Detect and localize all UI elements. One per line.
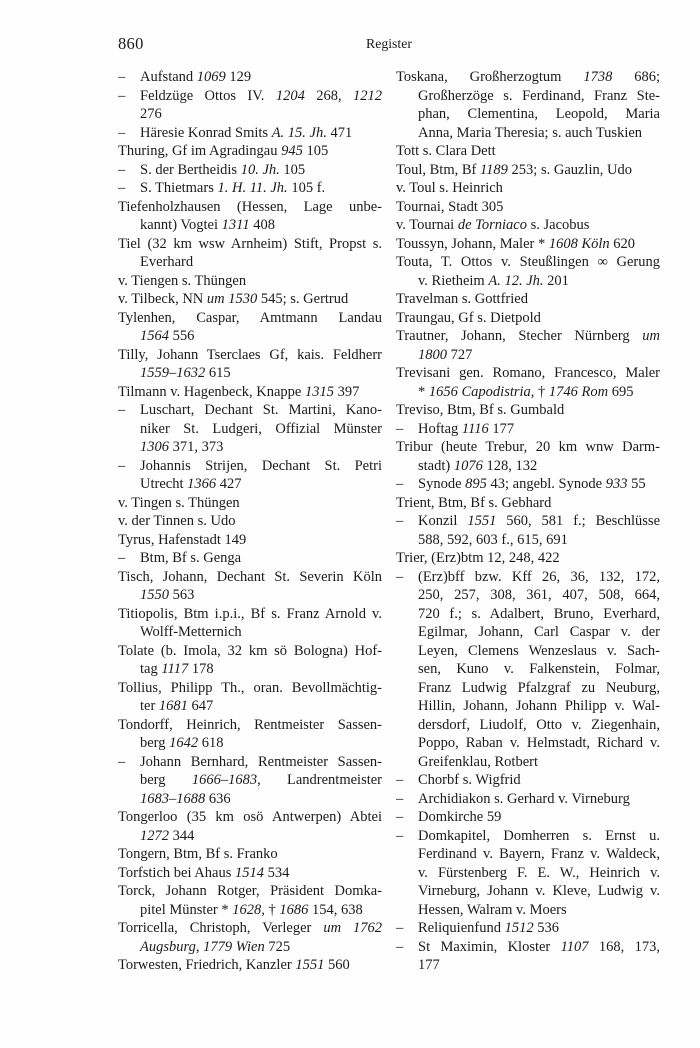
entry-line: 588, 592, 603 f., 615, 691	[418, 531, 568, 548]
italic-date: 1514	[234, 864, 264, 881]
dash-marker: –	[396, 809, 404, 825]
entry-line: Hillin, Johann, Johann Philipp v. Wal-	[418, 698, 660, 714]
italic-date: 945	[281, 143, 303, 159]
italic-date: 1550	[140, 587, 169, 603]
italic-date: de Torniaco	[457, 217, 527, 233]
entry-line: Torck, Johann Rotger, Präsident Domka-	[118, 883, 382, 899]
index-entry	[118, 401, 382, 457]
index-entry	[396, 198, 660, 217]
entry-line: Touta, T. Ottos v. Steußlingen ∞ Gerung	[396, 254, 660, 270]
index-entry	[118, 87, 382, 124]
index-entry	[118, 383, 382, 402]
dash-marker: –	[396, 790, 404, 807]
italic-date: 933	[605, 476, 628, 492]
index-entry	[118, 235, 382, 272]
entry-line: Trevisani gen. Romano, Francesco, Maler	[396, 365, 660, 381]
left-column	[118, 68, 382, 975]
index-entry	[396, 549, 660, 568]
index-entry	[118, 290, 382, 309]
entry-line: Tribur (heute Trebur, 20 km wnw Darm-	[396, 439, 660, 455]
italic-date: 1212	[353, 87, 382, 104]
italic-date: 1559–1632	[140, 365, 206, 381]
entry-line: berg 1666–1683, Landrentmeister	[140, 772, 382, 788]
entry-line: Toul, Btm, Bf 1189 253; s. Gauzlin, Udo	[396, 161, 632, 178]
entry-line: 1550 563	[140, 587, 195, 603]
entry-line: Trient, Btm, Bf s. Gebhard	[396, 494, 552, 511]
dash-marker: –	[396, 938, 404, 955]
dash-marker: –	[118, 402, 126, 418]
index-entry	[118, 642, 382, 679]
italic-date: 1366	[187, 476, 217, 492]
entry-line: Tongerloo (35 km osö Antwerpen) Abtei	[118, 809, 382, 825]
dash-marker: –	[118, 180, 126, 196]
index-entry	[118, 346, 382, 383]
index-entry	[396, 142, 660, 161]
entry-line: sen, Kuno v. Falkenstein, Folmar,	[418, 661, 660, 677]
entry-line: – Hoftag 1116 177	[396, 420, 515, 437]
index-entry	[396, 327, 660, 364]
entry-line: Tournai, Stadt 305	[396, 198, 504, 215]
index-entry	[118, 808, 382, 845]
entry-line: – S. Thietmars 1. H. 11. Jh. 105 f.	[118, 180, 326, 196]
entry-line: – Konzil 1551 560, 581 f.; Beschlüsse	[396, 513, 660, 529]
dash-marker: –	[396, 420, 404, 437]
entry-line: v. Tiengen s. Thüngen	[118, 272, 247, 289]
italic-date: 1076	[453, 457, 483, 474]
italic-date: 1686	[279, 901, 309, 918]
italic-date: 1204	[275, 87, 305, 104]
entry-line: 1559–1632 615	[140, 365, 231, 381]
index-entry	[396, 475, 660, 494]
entry-line: 1800 727	[418, 346, 473, 363]
page-number: 860	[118, 34, 144, 53]
index-entry	[396, 512, 660, 549]
entry-line: v. Fürstenberg F. E. W., Heinrich v.	[418, 864, 660, 881]
running-title: Register	[366, 36, 412, 51]
index-entry	[396, 494, 660, 513]
italic-date: A. 12. Jh.	[488, 272, 544, 289]
entry-line: Tiel (32 km wsw Arnheim) Stift, Propst s.	[118, 235, 382, 252]
entry-line: – S. der Bertheidis 10. Jh. 105	[118, 161, 306, 178]
dash-marker: –	[118, 550, 126, 566]
entry-line: 1272 344	[140, 827, 195, 844]
index-entry	[118, 716, 382, 753]
italic-date: 1107	[560, 938, 589, 955]
italic-date: 1564	[140, 328, 169, 344]
entry-line: Tisch, Johann, Dechant St. Severin Köln	[118, 568, 382, 585]
dash-marker: –	[118, 753, 126, 770]
entry-line: v. Tingen s. Thüngen	[118, 494, 240, 511]
entry-line: Torricella, Christoph, Verleger um 1762	[118, 920, 382, 936]
entry-line: – Reliquienfund 1512 536	[396, 920, 559, 936]
index-entry	[118, 272, 382, 291]
entry-line: Utrecht 1366 427	[140, 476, 242, 492]
index-entry	[118, 68, 382, 87]
italic-date: um 1762	[323, 920, 382, 936]
entry-line: – Btm, Bf s. Genga	[118, 550, 242, 566]
index-entry	[118, 845, 382, 864]
dash-marker: –	[396, 920, 404, 936]
entry-line: 720 f.; s. Adalbert, Bruno, Everhard,	[418, 605, 660, 622]
entry-line: v. Toul s. Heinrich	[396, 180, 503, 196]
italic-date: 895	[465, 476, 487, 492]
dash-marker: –	[396, 476, 404, 492]
index-entry	[396, 938, 660, 975]
index-entry	[396, 401, 660, 420]
index-entry	[118, 605, 382, 642]
entry-line: Tott s. Clara Dett	[396, 143, 496, 159]
index-entry	[396, 919, 660, 938]
entry-line: Tilly, Johann Tserclaes Gf, kais. Feldherr	[118, 346, 382, 363]
italic-date: 1656 Capodistria	[428, 383, 531, 400]
index-entry	[118, 919, 382, 956]
entry-line: – Johannis Strijen, Dechant St. Petri	[118, 457, 382, 474]
index-entry	[118, 882, 382, 919]
italic-date: 1666–1683	[191, 772, 258, 788]
index-entry	[396, 364, 660, 401]
index-entry	[118, 161, 382, 180]
index-entry	[118, 531, 382, 550]
dash-marker: –	[118, 69, 126, 85]
entry-line: – (Erz)bff bzw. Kff 26, 36, 132, 172,	[396, 568, 660, 585]
entry-line: Tollius, Philipp Th., oran. Bevollmächtig-	[118, 679, 382, 696]
dash-marker: –	[118, 457, 126, 474]
index-entry	[118, 679, 382, 716]
entry-line: – Luschart, Dechant St. Martini, Kano-	[118, 402, 382, 418]
entry-line: Trautner, Johann, Stecher Nürnberg um	[396, 328, 660, 344]
index-entry	[396, 253, 660, 290]
entry-line: – Chorbf s. Wigfrid	[396, 772, 521, 788]
entry-line: pitel Münster * 1628, † 1686 154, 638	[140, 901, 363, 918]
index-entry	[396, 771, 660, 790]
entry-line: v. Tournai de Torniaco s. Jacobus	[396, 217, 590, 233]
entry-line: Tilmann v. Hagenbeck, Knappe 1315 397	[118, 383, 360, 400]
entry-line: 250, 257, 308, 361, 407, 508, 664,	[418, 587, 660, 603]
entry-line: Wolff-Metternich	[140, 624, 242, 640]
index-entry	[396, 827, 660, 920]
entry-line: – St Maximin, Kloster 1107 168, 173,	[396, 938, 660, 955]
index-entry	[118, 549, 382, 568]
index-entry	[118, 457, 382, 494]
italic-date: 1681	[158, 698, 188, 714]
index-entry	[396, 179, 660, 198]
entry-line: berg 1642 618	[140, 735, 224, 751]
index-entry	[118, 124, 382, 143]
index-entry	[118, 494, 382, 513]
entry-line: stadt) 1076 128, 132	[418, 457, 538, 474]
entry-line: – Archidiakon s. Gerhard v. Virneburg	[396, 790, 630, 807]
entry-line: Greifenklau, Rotbert	[418, 753, 538, 770]
entry-line: tag 1117 178	[140, 661, 214, 677]
italic-date: 1311	[221, 217, 250, 233]
italic-date: um	[642, 328, 660, 344]
index-columns	[118, 68, 660, 975]
entry-line: – Häresie Konrad Smits A. 15. Jh. 471	[118, 124, 353, 141]
italic-date: 1306	[140, 439, 169, 455]
index-entry	[118, 309, 382, 346]
index-entry	[118, 198, 382, 235]
index-entry	[396, 290, 660, 309]
entry-line: Tolate (b. Imola, 32 km sö Bologna) Hof-	[118, 642, 382, 659]
entry-line: phan, Clementina, Leopold, Maria	[418, 106, 660, 122]
index-entry	[118, 956, 382, 975]
entry-line: niker St. Ludgeri, Offizial Münster	[140, 420, 382, 437]
italic-date: 10. Jh.	[240, 161, 280, 178]
italic-date: 1069	[196, 69, 226, 85]
entry-line: ter 1681 647	[140, 698, 214, 714]
entry-line: 1306 371, 373	[140, 439, 224, 455]
entry-line: – Johann Bernhard, Rentmeister Sassen-	[118, 753, 382, 770]
italic-date: Augsburg, 1779 Wien	[140, 938, 265, 955]
entry-line: Augsburg, 1779 Wien 725	[140, 938, 291, 955]
entry-line: Tiefenholzhausen (Hessen, Lage unbe-	[118, 198, 382, 215]
index-entry	[118, 753, 382, 809]
dash-marker: –	[396, 568, 404, 585]
index-entry	[396, 235, 660, 254]
index-entry	[396, 790, 660, 809]
right-column	[396, 68, 660, 975]
entry-line: kannt) Vogtei 1311 408	[140, 217, 275, 233]
entry-line: Tondorff, Heinrich, Rentmeister Sassen-	[118, 716, 382, 733]
dash-marker: –	[118, 161, 126, 178]
italic-date: 1628	[232, 901, 262, 918]
entry-line: Tylenhen, Caspar, Amtmann Landau	[118, 309, 382, 326]
entry-line: Virneburg, Johann v. Kleve, Ludwig v.	[418, 883, 660, 899]
entry-line: 276	[140, 106, 162, 122]
entry-line: v. Tilbeck, NN um 1530 545; s. Gertrud	[118, 291, 349, 307]
italic-date: 1738	[583, 69, 613, 85]
entry-line: Torwesten, Friedrich, Kanzler 1551 560	[118, 957, 350, 973]
italic-date: 1272	[140, 827, 169, 844]
italic-date: 1. H. 11. Jh.	[217, 180, 288, 196]
entry-line: * 1656 Capodistria, † 1746 Rom 695	[418, 383, 634, 400]
index-entry	[396, 420, 660, 439]
index-entry	[396, 438, 660, 475]
entry-line: Ferdinand v. Bayern, Franz v. Waldeck,	[418, 846, 660, 862]
entry-line: Titiopolis, Btm i.p.i., Bf s. Franz Arnold v.	[118, 605, 382, 622]
italic-date: um 1530	[206, 291, 258, 307]
entry-line: Tyrus, Hafenstadt 149	[118, 531, 247, 548]
entry-line: Travelman s. Gottfried	[396, 291, 528, 307]
entry-line: Poppo, Raban v. Helmstadt, Richard v.	[418, 735, 660, 751]
italic-date: 1608 Köln	[548, 235, 610, 252]
entry-line: Großherzöge s. Ferdinand, Franz Ste-	[418, 87, 660, 104]
italic-date: A. 15. Jh.	[271, 124, 327, 141]
italic-date: 1116	[461, 420, 489, 437]
entry-line: Toussyn, Johann, Maler * 1608 Köln 620	[396, 235, 636, 252]
entry-line: – Synode 895 43; angebl. Synode 933 55	[396, 476, 646, 492]
entry-line: 1683–1688 636	[140, 790, 231, 807]
italic-date: 1551	[467, 513, 497, 529]
index-entry	[396, 309, 660, 328]
entry-line: Egilmar, Johann, Carl Caspar v. der	[418, 624, 660, 640]
entry-line: 1564 556	[140, 328, 195, 344]
entry-line: – Aufstand 1069 129	[118, 69, 252, 85]
entry-line: Anna, Maria Theresia; s. auch Tuskien	[418, 124, 643, 141]
entry-line: Treviso, Btm, Bf s. Gumbald	[396, 402, 565, 418]
entry-line: – Feldzüge Ottos IV. 1204 268, 1212	[118, 87, 382, 104]
running-head	[118, 34, 660, 54]
entry-line: Traungau, Gf s. Dietpold	[396, 309, 541, 326]
index-entry	[396, 161, 660, 180]
dash-marker: –	[118, 87, 126, 104]
index-entry	[396, 68, 660, 142]
entry-line: v. Rietheim A. 12. Jh. 201	[418, 272, 569, 289]
italic-date: 1683–1688	[140, 790, 206, 807]
italic-date: 1551	[295, 957, 325, 973]
italic-date: 1642	[169, 735, 199, 751]
entry-line: – Domkirche 59	[396, 809, 502, 825]
dash-marker: –	[396, 513, 404, 529]
entry-line: – Domkapitel, Domherren s. Ernst u.	[396, 827, 660, 844]
dash-marker: –	[396, 827, 404, 844]
entry-line: Everhard	[140, 254, 194, 270]
italic-date: 1117	[161, 661, 189, 677]
entry-line: Franz Ludwig Pfalzgraf zu Neuburg,	[418, 679, 660, 696]
entry-line: 177	[418, 957, 440, 973]
index-entry	[396, 216, 660, 235]
index-entry	[118, 864, 382, 883]
entry-line: Thuring, Gf im Agradingau 945 105	[118, 143, 329, 159]
index-entry	[118, 568, 382, 605]
entry-line: Tongern, Btm, Bf s. Franko	[118, 846, 278, 862]
index-entry	[118, 179, 382, 198]
entry-line: Hessen, Walram v. Moers	[418, 901, 567, 918]
dash-marker: –	[396, 772, 404, 788]
index-entry	[118, 142, 382, 161]
index-entry	[396, 808, 660, 827]
entry-line: Toskana, Großherzogtum 1738 686;	[396, 69, 660, 85]
entry-line: Torfstich bei Ahaus 1514 534	[118, 864, 290, 881]
entry-line: dersdorf, Liudolf, Otto v. Ziegenhain,	[418, 716, 660, 733]
dash-marker: –	[118, 124, 126, 141]
index-entry	[118, 512, 382, 531]
italic-date: 1512	[504, 920, 534, 936]
entry-line: v. der Tinnen s. Udo	[118, 513, 236, 529]
italic-date: 1746 Rom	[548, 383, 609, 400]
italic-date: 1189	[479, 161, 508, 178]
entry-line: Trier, (Erz)btm 12, 248, 422	[396, 550, 560, 566]
italic-date: 1800	[418, 346, 447, 363]
entry-line: Leyen, Clemens Wenzeslaus v. Sach-	[418, 642, 660, 659]
italic-date: 1315	[305, 383, 334, 400]
index-entry	[396, 568, 660, 772]
